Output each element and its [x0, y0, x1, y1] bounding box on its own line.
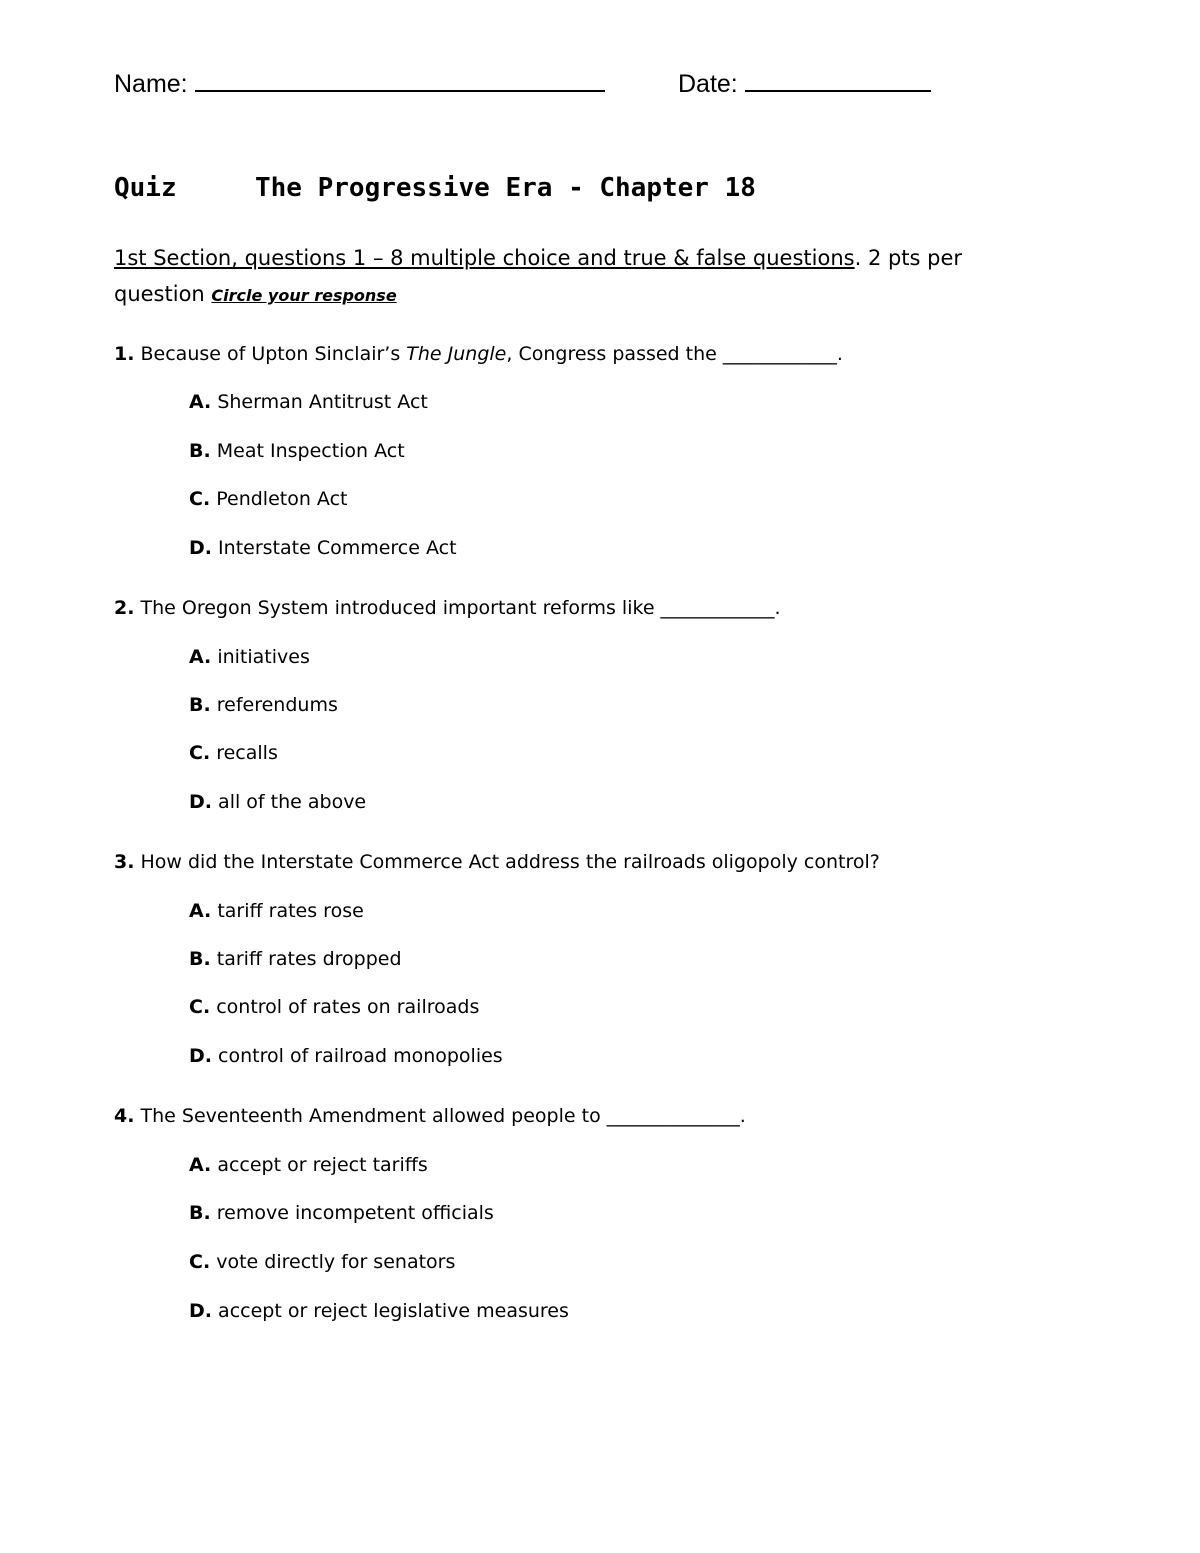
question-number: 4.: [114, 1105, 135, 1127]
option-text: tariff rates rose: [217, 900, 364, 922]
option-letter: D.: [189, 791, 212, 813]
option-text: all of the above: [218, 791, 367, 813]
answer-option[interactable]: [189, 646, 310, 668]
option-text: Sherman Antitrust Act: [217, 391, 428, 413]
option-text: tariff rates dropped: [216, 948, 402, 970]
question-number: 1.: [114, 343, 135, 365]
section-instructions: [114, 240, 1034, 314]
section-description: 1st Section, questions 1 – 8 multiple choice and true & false questions: [114, 246, 855, 270]
option-letter: D.: [189, 537, 212, 559]
name-field-row: [114, 70, 605, 99]
question-1: [114, 343, 843, 365]
answer-option[interactable]: [189, 996, 479, 1018]
option-text: Meat Inspection Act: [216, 440, 405, 462]
option-letter: A.: [189, 391, 212, 413]
option-text: control of railroad monopolies: [218, 1045, 503, 1067]
option-text: vote directly for senators: [216, 1251, 456, 1273]
question-number: 2.: [114, 597, 135, 619]
question-3: [114, 851, 880, 873]
option-text: accept or reject legislative measures: [218, 1300, 569, 1322]
question-number: 3.: [114, 851, 135, 873]
answer-option[interactable]: [189, 1202, 494, 1224]
answer-option[interactable]: [189, 694, 338, 716]
option-text: control of rates on railroads: [216, 996, 480, 1018]
quiz-subject: The Progressive Era - Chapter 18: [255, 173, 756, 203]
answer-option[interactable]: [189, 1154, 428, 1176]
option-letter: C.: [189, 742, 211, 764]
points-info: . 2 pts per question: [114, 246, 963, 306]
answer-option[interactable]: [189, 900, 364, 922]
answer-option[interactable]: [189, 1251, 455, 1273]
option-letter: A.: [189, 1154, 212, 1176]
question-text: The Oregon System introduced important reforms like ____________.: [140, 597, 781, 619]
option-letter: D.: [189, 1045, 212, 1067]
option-letter: B.: [189, 440, 211, 462]
option-letter: C.: [189, 488, 211, 510]
answer-option[interactable]: [189, 1300, 569, 1322]
option-letter: A.: [189, 646, 212, 668]
answer-option[interactable]: [189, 742, 278, 764]
book-title: The Jungle: [406, 343, 507, 365]
question-2: [114, 597, 781, 619]
answer-option[interactable]: [189, 791, 366, 813]
answer-option[interactable]: [189, 391, 428, 413]
option-text: initiatives: [217, 646, 310, 668]
option-text: remove incompetent officials: [216, 1202, 494, 1224]
name-label: Name:: [114, 70, 188, 98]
answer-option[interactable]: [189, 537, 457, 559]
option-text: Pendleton Act: [216, 488, 348, 510]
answer-option[interactable]: [189, 948, 402, 970]
option-text: Interstate Commerce Act: [218, 537, 457, 559]
quiz-label: Quiz: [114, 173, 177, 203]
option-text: recalls: [216, 742, 278, 764]
option-letter: B.: [189, 1202, 211, 1224]
option-letter: C.: [189, 996, 211, 1018]
question-4: [114, 1105, 746, 1127]
question-text: How did the Interstate Commerce Act address the railroads oligopoly control?: [140, 851, 880, 873]
quiz-title: [114, 173, 756, 203]
option-letter: B.: [189, 948, 211, 970]
option-text: referendums: [216, 694, 338, 716]
option-letter: C.: [189, 1251, 211, 1273]
answer-option[interactable]: [189, 488, 347, 510]
option-letter: B.: [189, 694, 211, 716]
name-blank[interactable]: [195, 70, 605, 92]
question-text: Because of Upton Sinclair’s: [140, 343, 407, 365]
answer-option[interactable]: [189, 1045, 503, 1067]
circle-response-note: Circle your response: [211, 286, 397, 305]
date-blank[interactable]: [745, 70, 931, 92]
option-text: accept or reject tariffs: [217, 1154, 428, 1176]
question-text: The Seventeenth Amendment allowed people to ______________.: [140, 1105, 746, 1127]
date-field-row: [678, 70, 931, 99]
option-letter: A.: [189, 900, 212, 922]
option-letter: D.: [189, 1300, 212, 1322]
date-label: Date:: [678, 70, 738, 98]
question-text-end: , Congress passed the ____________.: [506, 343, 843, 365]
answer-option[interactable]: [189, 440, 405, 462]
